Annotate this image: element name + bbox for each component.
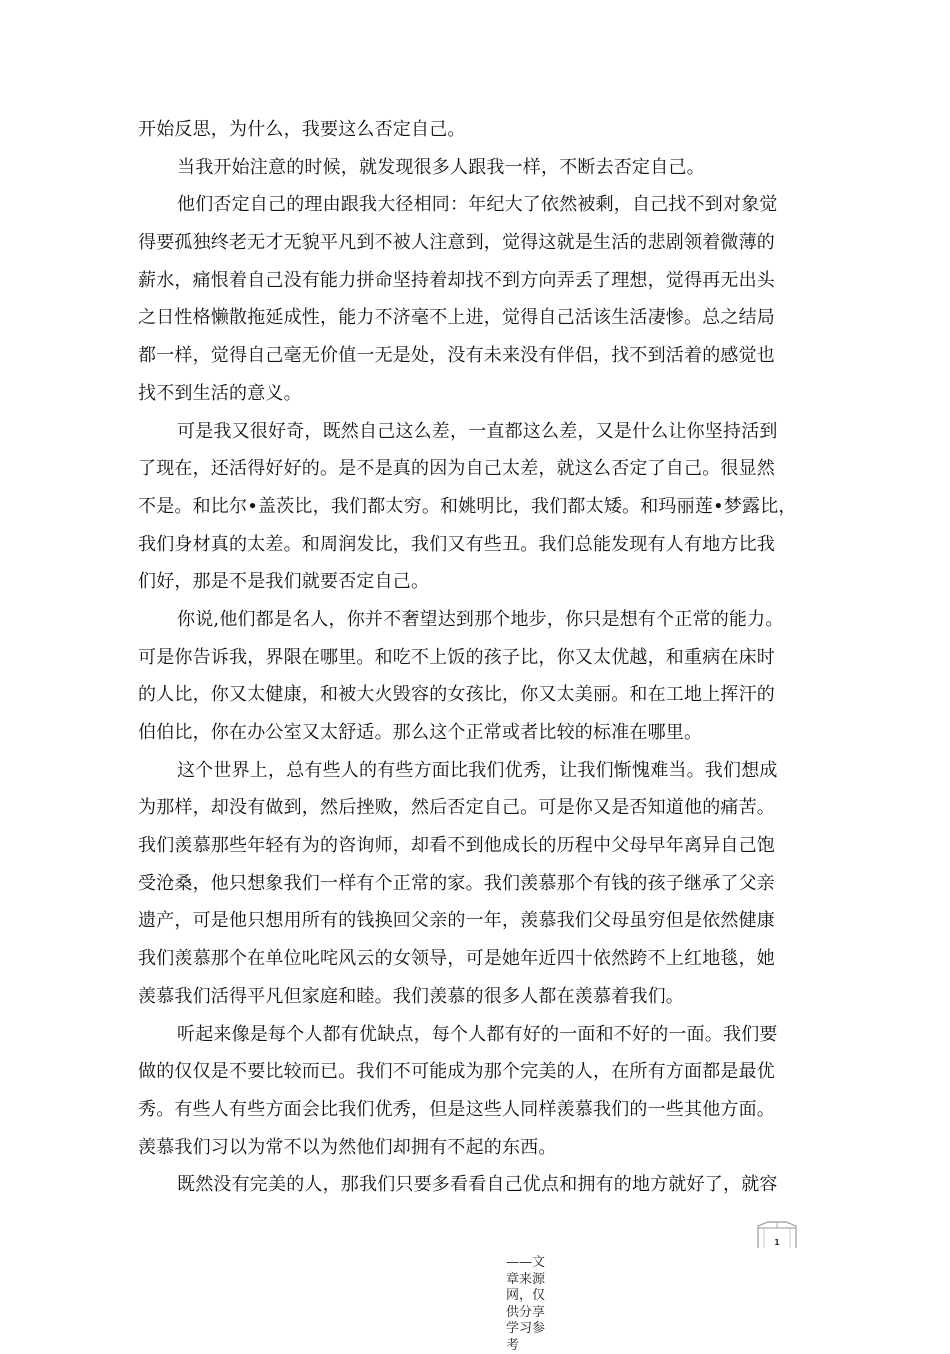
text-line: 了现在，还活得好好的。是不是真的因为自己太差，就这么否定了自己。很显然 (138, 458, 775, 480)
text-line: 羡慕我们活得平凡但家庭和睦。我们羡慕的很多人都在羡慕着我们。 (138, 985, 684, 1007)
text-line: 既然没有完美的人，那我们只要多看看自己优点和拥有的地方就好了，就容 (177, 1174, 778, 1196)
text-line: 伯伯比，你在办公室又太舒适。那么这个正常或者比较的标准在哪里。 (138, 722, 703, 743)
footer-source-note: ——文章来源网，仅供分享学习参考 (506, 1255, 546, 1353)
body-text (138, 111, 830, 1204)
text-line: 受沧桑，他只想象我们一样有个正常的家。我们羡慕那个有钱的孩子继承了父亲 (138, 872, 775, 894)
text-line: 之日性格懒散拖延成性，能力不济毫不上进，觉得自己活该生活凄惨。总之结局 (138, 307, 775, 329)
text-line: 当我开始注意的时候，就发现很多人跟我一样，不断去否定自己。 (177, 156, 705, 178)
text-line: 得要孤独终老无才无貌平凡到不被人注意到，觉得这就是生活的悲剧领着微薄的 (138, 232, 775, 254)
text-line: 开始反思，为什么，我要这么否定自己。 (138, 119, 466, 140)
text-line: 我们身材真的太差。和周润发比，我们又有些丑。我们总能发现有人有地方比我 (138, 533, 775, 555)
text-line: 他们否定自己的理由跟我大径相同：年纪大了依然被剩，自己找不到对象觉 (177, 194, 778, 216)
page-number-badge (756, 1220, 798, 1250)
text-line: 秀。有些人有些方面会比我们优秀，但是这些人同样羡慕我们的一些其他方面。 (138, 1098, 775, 1120)
text-line: 都一样，觉得自己毫无价值一无是处，没有未来没有伴侣，找不到活着的感觉也 (138, 345, 775, 367)
text-line: 找不到生活的意义。 (138, 382, 302, 404)
text-line: 羡慕我们习以为常不以为然他们却拥有不起的东西。 (138, 1136, 557, 1158)
text-line: 做的仅仅是不要比较而已。我们不可能成为那个完美的人，在所有方面都是最优 (138, 1061, 775, 1083)
text-line: 薪水，痛恨着自己没有能力拼命坚持着却找不到方向弄丢了理想，觉得再无出头 (138, 269, 775, 291)
text-line: 这个世界上，总有些人的有些方面比我们优秀，让我们惭愧难当。我们想成 (177, 759, 778, 781)
text-line: 的人比，你又太健康，和被大火毁容的女孩比，你又太美丽。和在工地上挥汗的 (138, 684, 775, 706)
text-line: 可是你告诉我，界限在哪里。和吃不上饭的孩子比，你又太优越，和重病在床时 (138, 646, 775, 668)
text-line: 可是我又很好奇，既然自己这么差，一直都这么差，又是什么让你坚持活到 (177, 420, 778, 442)
text-line: 遗产，可是他只想用所有的钱换回父亲的一年，羡慕我们父母虽穷但是依然健康 (138, 910, 775, 932)
text-line: 我们羡慕那个在单位叱咤风云的女领导，可是她年近四十依然跨不上红地毯，她 (138, 948, 775, 970)
text-line: 为那样，却没有做到，然后挫败，然后否定自己。可是你又是否知道他的痛苦。 (138, 797, 775, 819)
page-number: 1 (774, 1238, 780, 1247)
text-line: 我们羡慕那些年轻有为的咨询师，却看不到他成长的历程中父母早年离异自己饱 (138, 835, 775, 857)
text-line: 们好，那是不是我们就要否定自己。 (138, 571, 430, 593)
text-line: 你说,他们都是名人，你并不奢望达到那个地步，你只是想有个正常的能力。 (177, 608, 784, 630)
text-line: 听起来像是每个人都有优缺点，每个人都有好的一面和不好的一面。我们要 (177, 1023, 778, 1045)
text-line: 不是。和比尔•盖茨比，我们都太穷。和姚明比，我们都太矮。和玛丽莲•梦露比， (138, 495, 797, 517)
